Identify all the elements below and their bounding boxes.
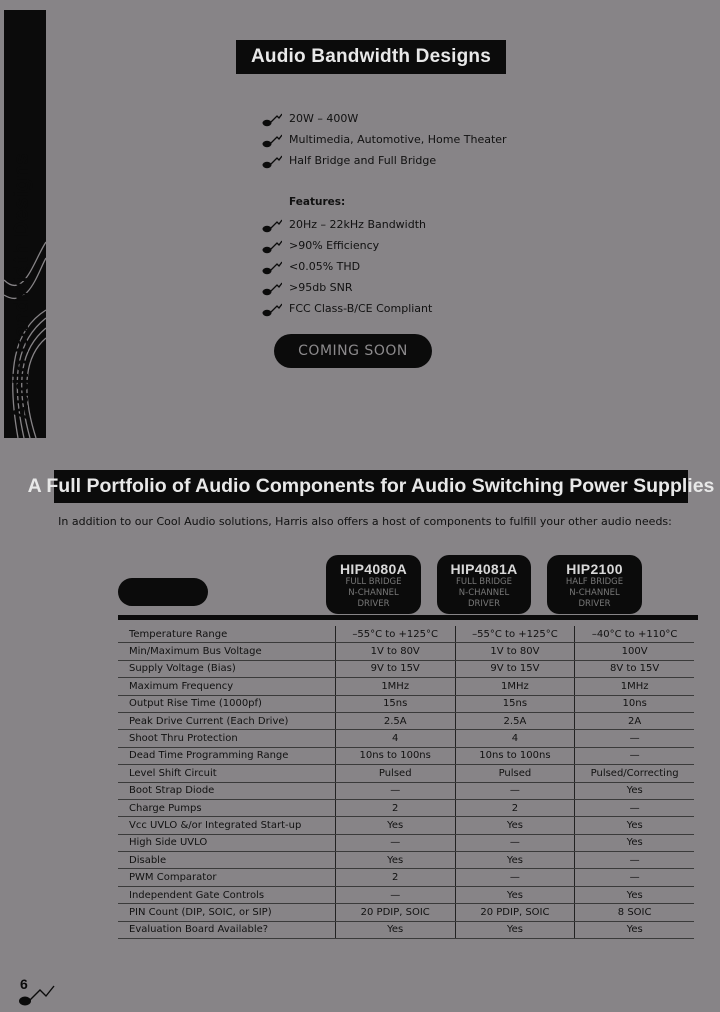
cell-value: Pulsed bbox=[455, 765, 575, 782]
list-item bbox=[262, 298, 432, 319]
cell-value: 9V to 15V bbox=[455, 660, 575, 677]
column-header-hip4080a: HIP4080A FULL BRIDGE N-CHANNEL DRIVER bbox=[326, 555, 421, 614]
cell-value: — bbox=[575, 852, 694, 869]
list-item-text: >95db SNR bbox=[289, 281, 353, 294]
cell-value: 20 PDIP, SOIC bbox=[455, 904, 575, 921]
list-item bbox=[262, 235, 432, 256]
cell-value: 8 SOIC bbox=[575, 904, 694, 921]
row-label: Vcc UVLO &/or Integrated Start-up bbox=[118, 817, 335, 834]
cell-value: –55°C to +125°C bbox=[455, 626, 575, 643]
music-note-icon bbox=[262, 153, 282, 169]
cell-value: 10ns bbox=[575, 695, 694, 712]
cell-value: Yes bbox=[335, 852, 455, 869]
table-row bbox=[118, 626, 694, 643]
cell-value: 10ns to 100ns bbox=[335, 747, 455, 764]
list-item bbox=[262, 150, 507, 171]
cell-value: — bbox=[335, 886, 455, 903]
table-row bbox=[118, 921, 694, 938]
cell-value: 20 PDIP, SOIC bbox=[335, 904, 455, 921]
cell-value: 4 bbox=[455, 730, 575, 747]
intro-text: In addition to our Cool Audio solutions, Harris also offers a host of components to fulfill your other audio needs: bbox=[58, 515, 672, 528]
music-note-icon bbox=[262, 259, 282, 275]
list-item-text: 20Hz – 22kHz Bandwidth bbox=[289, 218, 427, 231]
table-row bbox=[118, 782, 694, 799]
cell-value: Yes bbox=[575, 782, 694, 799]
cell-value: Yes bbox=[455, 817, 575, 834]
music-note-icon bbox=[262, 217, 282, 233]
cell-value: 1MHz bbox=[455, 678, 575, 695]
spec-table bbox=[118, 626, 694, 939]
table-row bbox=[118, 869, 694, 886]
cell-value: Yes bbox=[335, 921, 455, 938]
row-label: Charge Pumps bbox=[118, 799, 335, 816]
row-label: Temperature Range bbox=[118, 626, 335, 643]
table-row bbox=[118, 817, 694, 834]
cell-value: Yes bbox=[455, 852, 575, 869]
list-item-text: <0.05% THD bbox=[289, 260, 361, 273]
table-row bbox=[118, 730, 694, 747]
table-row bbox=[118, 904, 694, 921]
row-label: Level Shift Circuit bbox=[118, 765, 335, 782]
column-header-hip4081a: HIP4081A FULL BRIDGE N-CHANNEL DRIVER bbox=[437, 555, 531, 614]
cell-value: 1V to 80V bbox=[455, 643, 575, 660]
table-row bbox=[118, 799, 694, 816]
cell-value: Yes bbox=[575, 834, 694, 851]
cell-value: — bbox=[575, 869, 694, 886]
cell-value: 4 bbox=[335, 730, 455, 747]
table-row bbox=[118, 643, 694, 660]
list-item bbox=[262, 108, 507, 129]
cell-value: — bbox=[575, 747, 694, 764]
list-item-text: >90% Efficiency bbox=[289, 239, 380, 252]
table-row bbox=[118, 747, 694, 764]
cell-value: 2.5A bbox=[455, 712, 575, 729]
cell-value: 15ns bbox=[335, 695, 455, 712]
cell-value: Yes bbox=[575, 817, 694, 834]
cell-value: — bbox=[455, 782, 575, 799]
row-label: Dead Time Programming Range bbox=[118, 747, 335, 764]
cell-value: 1V to 80V bbox=[335, 643, 455, 660]
cell-value: Yes bbox=[575, 886, 694, 903]
page-number: 6 bbox=[20, 976, 28, 992]
row-label: Disable bbox=[118, 852, 335, 869]
table-row bbox=[118, 852, 694, 869]
row-label: High Side UVLO bbox=[118, 834, 335, 851]
row-label: Output Rise Time (1000pf) bbox=[118, 695, 335, 712]
list-item-text: FCC Class-B/CE Compliant bbox=[289, 302, 433, 315]
music-note-icon bbox=[262, 280, 282, 296]
portfolio-banner: A Full Portfolio of Audio Components for Audio Switching Power Supplies bbox=[54, 470, 688, 503]
row-label: PIN Count (DIP, SOIC, or SIP) bbox=[118, 904, 335, 921]
cell-value: 2 bbox=[335, 799, 455, 816]
list-item-text: Half Bridge and Full Bridge bbox=[289, 154, 437, 167]
row-label: Shoot Thru Protection bbox=[118, 730, 335, 747]
cell-value: — bbox=[335, 782, 455, 799]
features-heading: Features: bbox=[289, 196, 346, 208]
table-row bbox=[118, 886, 694, 903]
music-note-icon bbox=[262, 132, 282, 148]
cell-value: 2A bbox=[575, 712, 694, 729]
music-note-icon bbox=[262, 301, 282, 317]
cell-value: 2 bbox=[455, 799, 575, 816]
features-list bbox=[262, 214, 432, 319]
coming-soon-badge: COMING SOON bbox=[274, 334, 432, 368]
cell-value: — bbox=[335, 834, 455, 851]
row-label: Independent Gate Controls bbox=[118, 886, 335, 903]
row-label: Maximum Frequency bbox=[118, 678, 335, 695]
cell-value: — bbox=[575, 799, 694, 816]
cell-value: Yes bbox=[455, 921, 575, 938]
cell-value: Pulsed/Correcting bbox=[575, 765, 694, 782]
list-item-text: 20W – 400W bbox=[289, 112, 359, 125]
cell-value: — bbox=[455, 869, 575, 886]
list-item bbox=[262, 256, 432, 277]
cell-value: 10ns to 100ns bbox=[455, 747, 575, 764]
list-item bbox=[262, 277, 432, 298]
cell-value: 2 bbox=[335, 869, 455, 886]
cell-value: Pulsed bbox=[335, 765, 455, 782]
table-header-pill bbox=[118, 578, 208, 606]
music-note-icon bbox=[262, 238, 282, 254]
row-label: PWM Comparator bbox=[118, 869, 335, 886]
table-row bbox=[118, 712, 694, 729]
cell-value: Yes bbox=[455, 886, 575, 903]
table-row bbox=[118, 765, 694, 782]
table-row bbox=[118, 660, 694, 677]
cell-value: 15ns bbox=[455, 695, 575, 712]
cell-value: 1MHz bbox=[575, 678, 694, 695]
cell-value: Yes bbox=[575, 921, 694, 938]
side-title: Audio Bandwidth Designs bbox=[10, 152, 33, 420]
cell-value: — bbox=[575, 730, 694, 747]
row-label: Boot Strap Diode bbox=[118, 782, 335, 799]
cell-value: 100V bbox=[575, 643, 694, 660]
cell-value: 9V to 15V bbox=[335, 660, 455, 677]
table-row bbox=[118, 678, 694, 695]
list-item-text: Multimedia, Automotive, Home Theater bbox=[289, 133, 507, 146]
specs-list bbox=[262, 108, 507, 171]
cell-value: 1MHz bbox=[335, 678, 455, 695]
cell-value: –40°C to +110°C bbox=[575, 626, 694, 643]
music-note-icon bbox=[262, 111, 282, 127]
list-item bbox=[262, 214, 432, 235]
row-label: Evaluation Board Available? bbox=[118, 921, 335, 938]
list-item bbox=[262, 129, 507, 150]
table-top-rule bbox=[118, 615, 698, 620]
row-label: Supply Voltage (Bias) bbox=[118, 660, 335, 677]
cell-value: 2.5A bbox=[335, 712, 455, 729]
row-label: Min/Maximum Bus Voltage bbox=[118, 643, 335, 660]
table-row bbox=[118, 834, 694, 851]
row-label: Peak Drive Current (Each Drive) bbox=[118, 712, 335, 729]
cell-value: — bbox=[455, 834, 575, 851]
section-title: Audio Bandwidth Designs bbox=[236, 40, 506, 74]
column-header-hip2100: HIP2100 HALF BRIDGE N-CHANNEL DRIVER bbox=[547, 555, 642, 614]
table-row bbox=[118, 695, 694, 712]
cell-value: 8V to 15V bbox=[575, 660, 694, 677]
cell-value: –55°C to +125°C bbox=[335, 626, 455, 643]
cell-value: Yes bbox=[335, 817, 455, 834]
